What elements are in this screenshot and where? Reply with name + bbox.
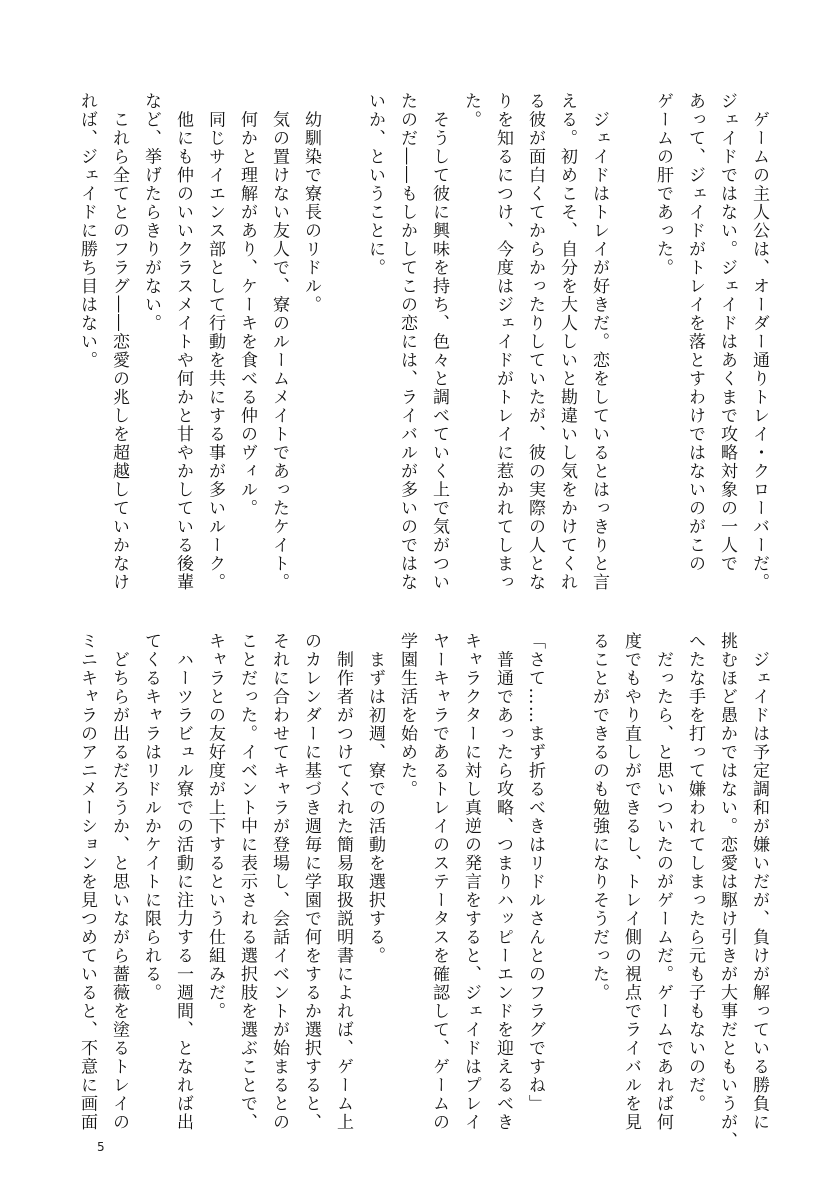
page-number: 5 — [97, 1140, 105, 1154]
lower-text-block: ジェイドは予定調和が嫌いだが、負けが解っている勝負に 挑むほど愚かではない。恋愛は駆け引きが大事だともいうが、 へたな手を打って嫌われてしまったら元も子もないのだ。 だったら、と思いついたのがゲームだ。ゲームであれば何 度でもやり直しができるし、トレイ側の視点でライバルを見 ることができるのも勉強になりそうだった。 「さて……まず折るべきはリドルさんとのフラグですね」 普通であったら攻略、つまりハッピーエンドを迎えるべき キャラクターに対し真逆の発言をすると、ジェイドはプレイ ヤーキャラであるトレイのステータスを確認して、ゲームの 学園生活を始めた。 まずは初週、寮での活動を選択する。 制作者がつけてくれた簡易取扱説明書によれば、ゲーム上 のカレンダーに基づき週毎に学園で何をするか選択すると、 それに合わせてキャラが登場し、会話イベントが始まるとの ことだった。イベント中に表示される選択肢を選ぶことで、 キャラとの友好度が上下するという仕組みだ。 ハーツラビュル寮での活動に注力する一週間、となれば出 てくるキャラはリドルかケイトに限られる。 どちらが出るだろうか、と思いながら薔薇を塗るトレイの ミニキャラのアニメーションを見つめていると、不意に画面 — [77, 632, 769, 1150]
upper-text-block: ゲームの主人公は、オーダー通りトレイ・クローバーだ。 ジェイドではない。ジェイドはあくまで攻略対象の一人で あって、ジェイドがトレイを落とすわけではないのがこの ゲームの肝であった。 ジェイドはトレイが好きだ。恋をしているとはっきりと言 える。初めこそ、自分を大人しいと勘違いし気をかけてくれ る彼が面白くてからかったりしていたが、彼の実際の人とな りを知るにつけ、今度はジェイドがトレイに惹かれてしまっ た。 そうして彼に興味を持ち、色々と調べていく上で気がつい たのだ――もしかしてこの恋には、ライバルが多いのではな いか、ということに。 幼馴染で寮長のリドル。 気の置けない友人で、寮のルームメイトであったケイト。 何かと理解があり、ケーキを食べる仲のヴィル。 同じサイエンス部として行動を共にする事が多いルーク。 他にも仲のいいクラスメイトや何かと甘やかしている後輩 など、挙げたらきりがない。 これら全てとのフラグ――恋愛の兆しを超越していかなけ れば、ジェイドに勝ち目はない。 — [77, 92, 769, 592]
